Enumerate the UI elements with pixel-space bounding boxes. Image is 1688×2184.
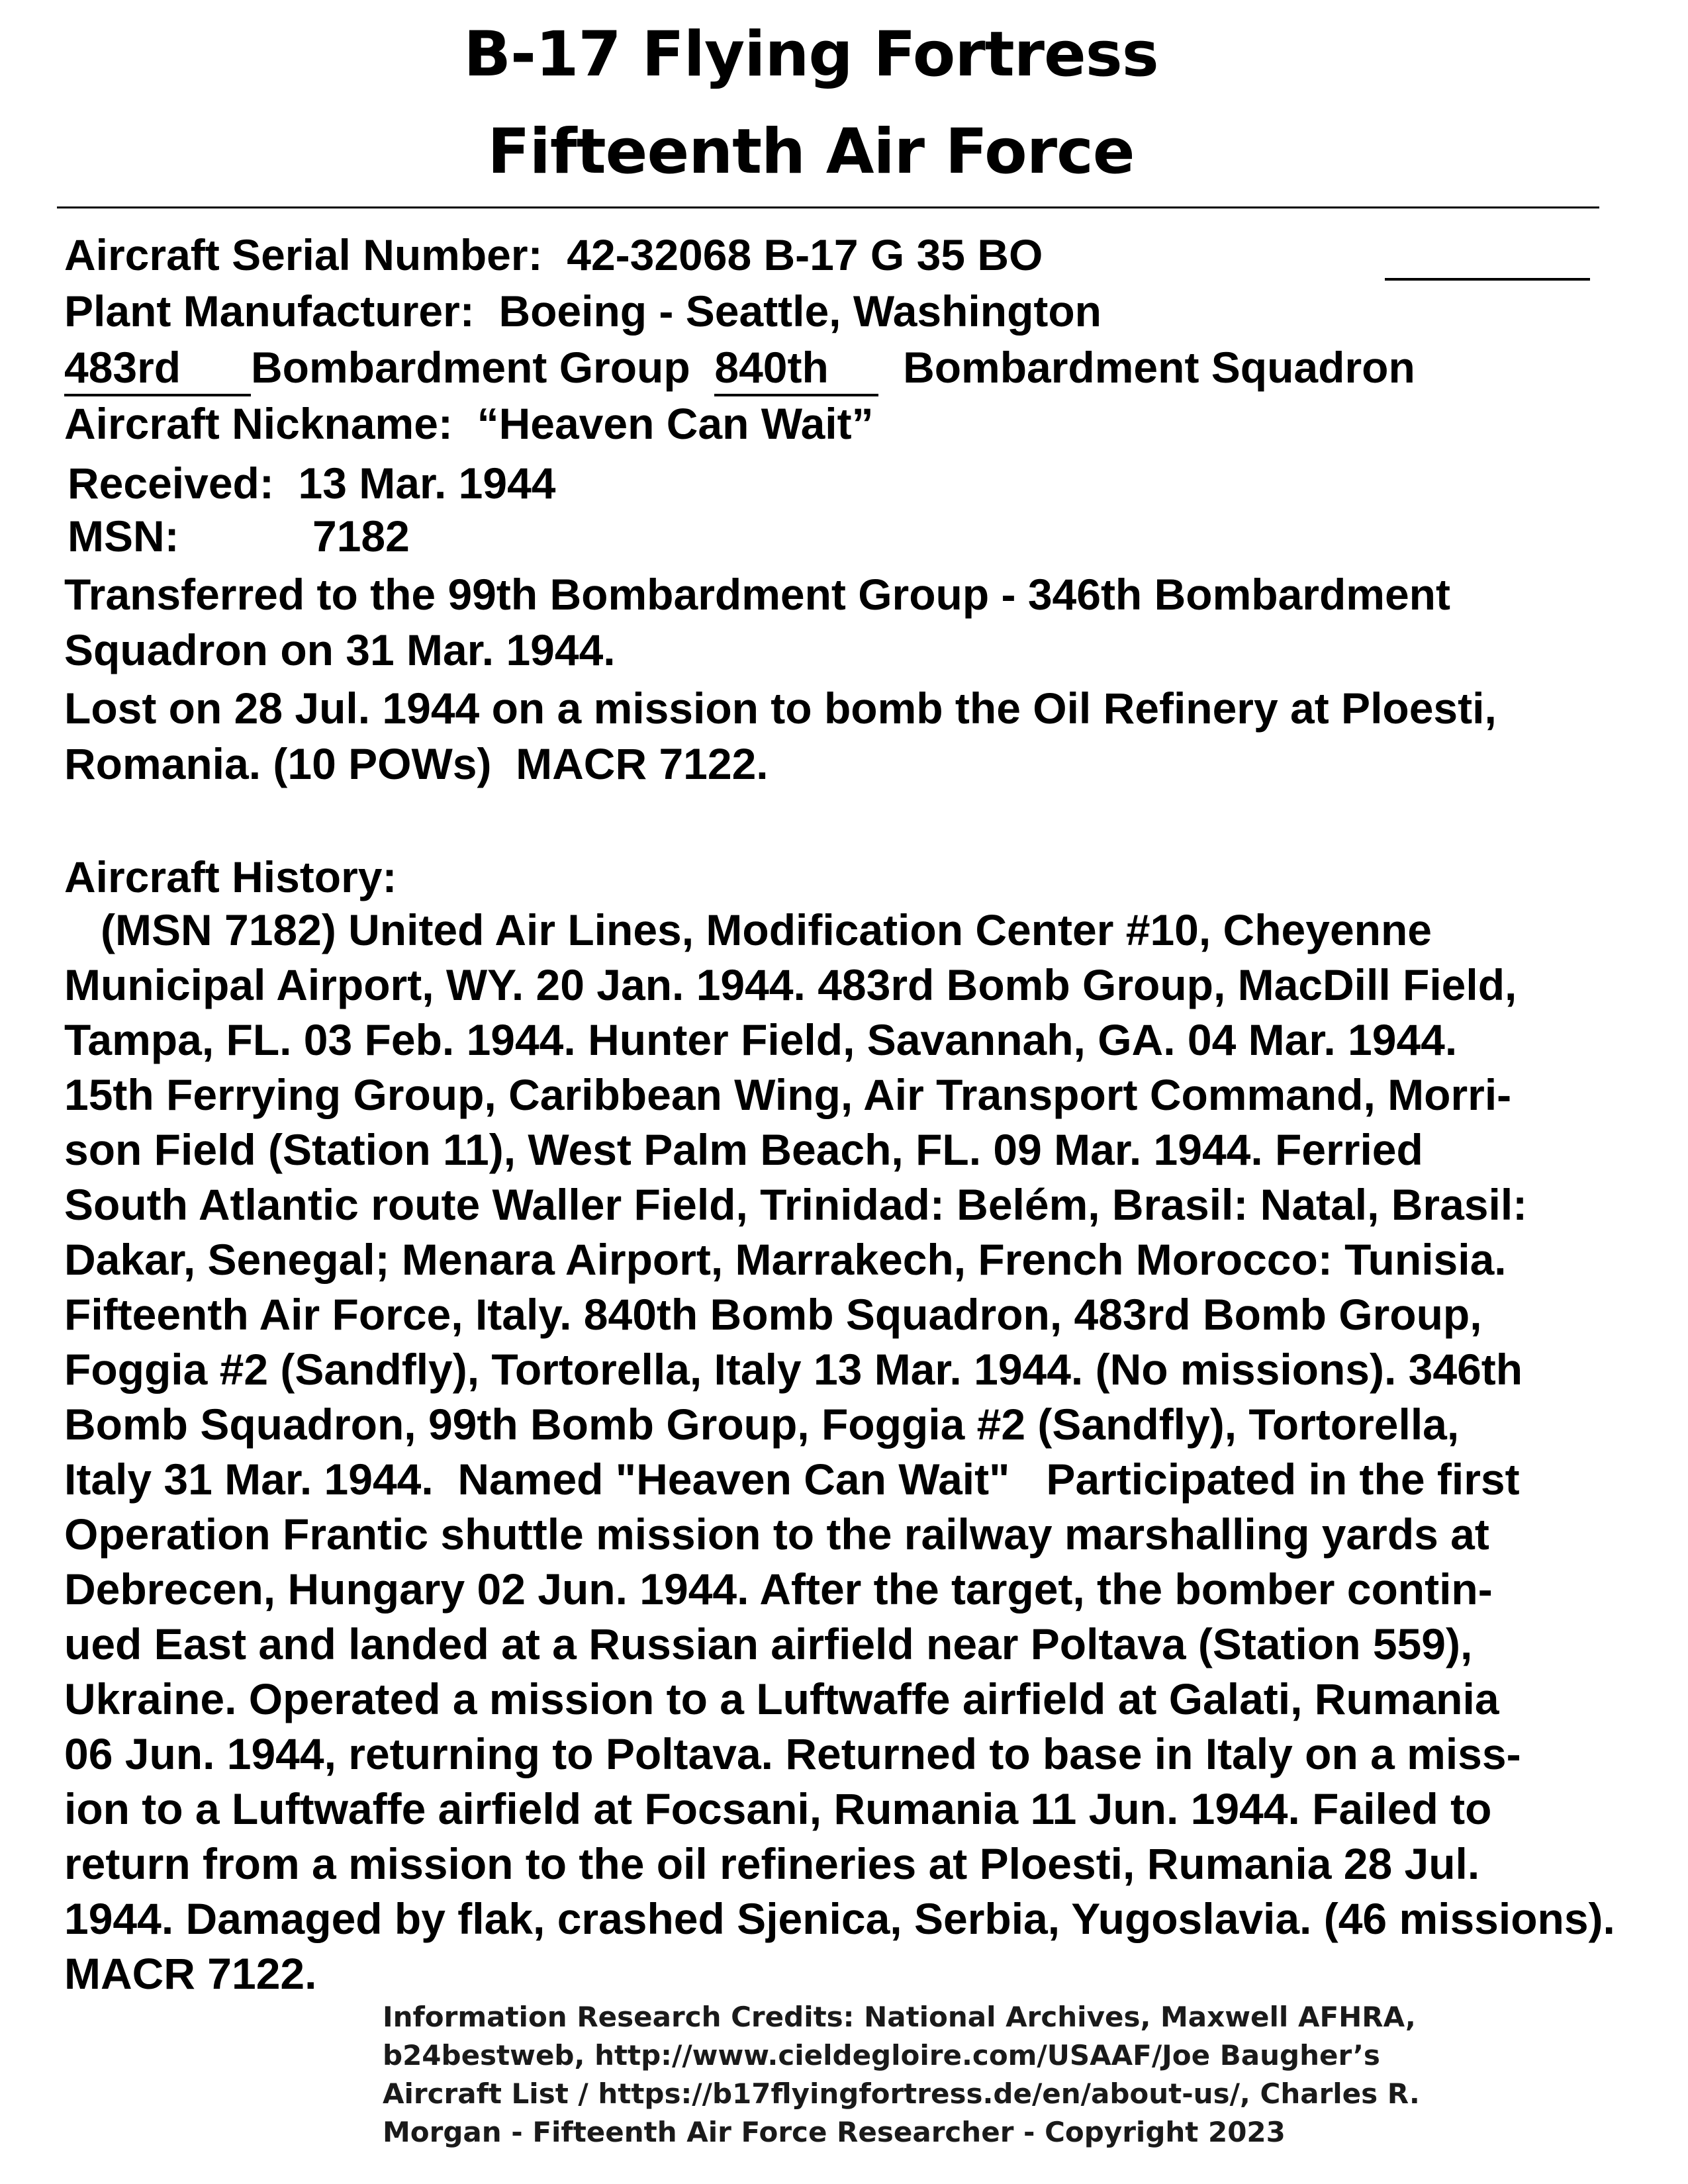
manufacturer-value: Boeing - Seattle, Washington: [498, 287, 1102, 336]
msn-value: 7182: [312, 512, 410, 561]
history-line: Debrecen, Hungary 02 Jun. 1944. After the target, the bomber contin-: [64, 1565, 1493, 1614]
group-value: 483rd: [64, 341, 251, 396]
history-line: 1944. Damaged by flak, crashed Sjenica, Serbia, Yugoslavia. (46 missions).: [64, 1894, 1615, 1943]
received-value: 13 Mar. 1944: [298, 459, 556, 508]
received-row: [68, 457, 556, 510]
serial-number-label: Aircraft Serial Number:: [64, 230, 543, 279]
nickname-value: “Heaven Can Wait”: [477, 399, 874, 448]
history-heading: Aircraft History:: [64, 852, 397, 901]
history-line: Dakar, Senegal; Menara Airport, Marrakech, French Morocco: Tunisia.: [64, 1235, 1507, 1284]
title-divider: [57, 206, 1599, 208]
nickname-row: [64, 397, 874, 450]
history-line: return from a mission to the oil refineries at Ploesti, Rumania 28 Jul.: [64, 1839, 1480, 1888]
serial-number-blank: [1385, 278, 1590, 281]
history-line: (MSN 7182) United Air Lines, Modification Center #10, Cheyenne: [64, 905, 1432, 954]
history-line: 15th Ferrying Group, Caribbean Wing, Air Transport Command, Morri-: [64, 1070, 1512, 1119]
credits-line: Aircraft List / https://b17flyingfortress.de/en/about-us/, Charles R.: [383, 2077, 1420, 2110]
msn-row: [68, 510, 410, 563]
history-line: Ukraine. Operated a mission to a Luftwaffe airfield at Galati, Rumania: [64, 1674, 1499, 1723]
credits-line: Morgan - Fifteenth Air Force Researcher - Copyright 2023: [383, 2116, 1286, 2148]
history-line: Italy 31 Mar. 1944. Named "Heaven Can Wait" Participated in the first: [64, 1455, 1520, 1504]
lost-line-2: Romania. (10 POWs) MACR 7122.: [64, 739, 769, 788]
nickname-label: Aircraft Nickname:: [64, 399, 453, 448]
lost-line-1: Lost on 28 Jul. 1944 on a mission to bomb the Oil Refinery at Ploesti,: [64, 684, 1497, 733]
page-title: B-17 Flying Fortress: [463, 19, 1158, 91]
history-line: MACR 7122.: [64, 1949, 317, 1998]
transfer-line-2: Squadron on 31 Mar. 1944.: [64, 625, 616, 674]
transfer-line-1: Transferred to the 99th Bombardment Group - 346th Bombardment: [64, 570, 1450, 619]
history-line: Operation Frantic shuttle mission to the railway marshalling yards at: [64, 1510, 1489, 1559]
group-squadron-row: [64, 341, 1415, 396]
serial-number-row: [64, 228, 1043, 281]
squadron-value: 840th: [714, 341, 878, 396]
history-line: Bomb Squadron, 99th Bomb Group, Foggia #2 (Sandfly), Tortorella,: [64, 1400, 1460, 1449]
history-line: Foggia #2 (Sandfly), Tortorella, Italy 13 Mar. 1944. (No missions). 346th: [64, 1345, 1523, 1394]
manufacturer-label: Plant Manufacturer:: [64, 287, 475, 336]
received-label: Received:: [68, 459, 274, 508]
page-subtitle: Fifteenth Air Force: [487, 116, 1135, 188]
squadron-label: Bombardment Squadron: [903, 343, 1415, 392]
credits-line: Information Research Credits: National Archives, Maxwell AFHRA,: [383, 2001, 1416, 2033]
history-line: 06 Jun. 1944, returning to Poltava. Returned to base in Italy on a miss-: [64, 1729, 1521, 1778]
group-label: Bombardment Group: [251, 343, 690, 392]
history-line: Tampa, FL. 03 Feb. 1944. Hunter Field, Savannah, GA. 04 Mar. 1944.: [64, 1015, 1458, 1064]
history-line: ion to a Luftwaffe airfield at Focsani, Rumania 11 Jun. 1944. Failed to: [64, 1784, 1492, 1833]
history-line: ued East and landed at a Russian airfield near Poltava (Station 559),: [64, 1619, 1473, 1668]
manufacturer-row: [64, 285, 1102, 338]
history-line: son Field (Station 11), West Palm Beach, FL. 09 Mar. 1944. Ferried: [64, 1125, 1423, 1174]
msn-label: MSN:: [68, 512, 179, 561]
serial-number-value: 42-32068 B-17 G 35 BO: [567, 230, 1043, 279]
credits-line: b24bestweb, http://www.cieldegloire.com/USAAF/Joe Baugher’s: [383, 2039, 1380, 2071]
history-line: Fifteenth Air Force, Italy. 840th Bomb Squadron, 483rd Bomb Group,: [64, 1290, 1482, 1339]
history-line: South Atlantic route Waller Field, Trinidad: Belém, Brasil: Natal, Brasil:: [64, 1180, 1528, 1229]
history-line: Municipal Airport, WY. 20 Jan. 1944. 483rd Bomb Group, MacDill Field,: [64, 960, 1517, 1009]
